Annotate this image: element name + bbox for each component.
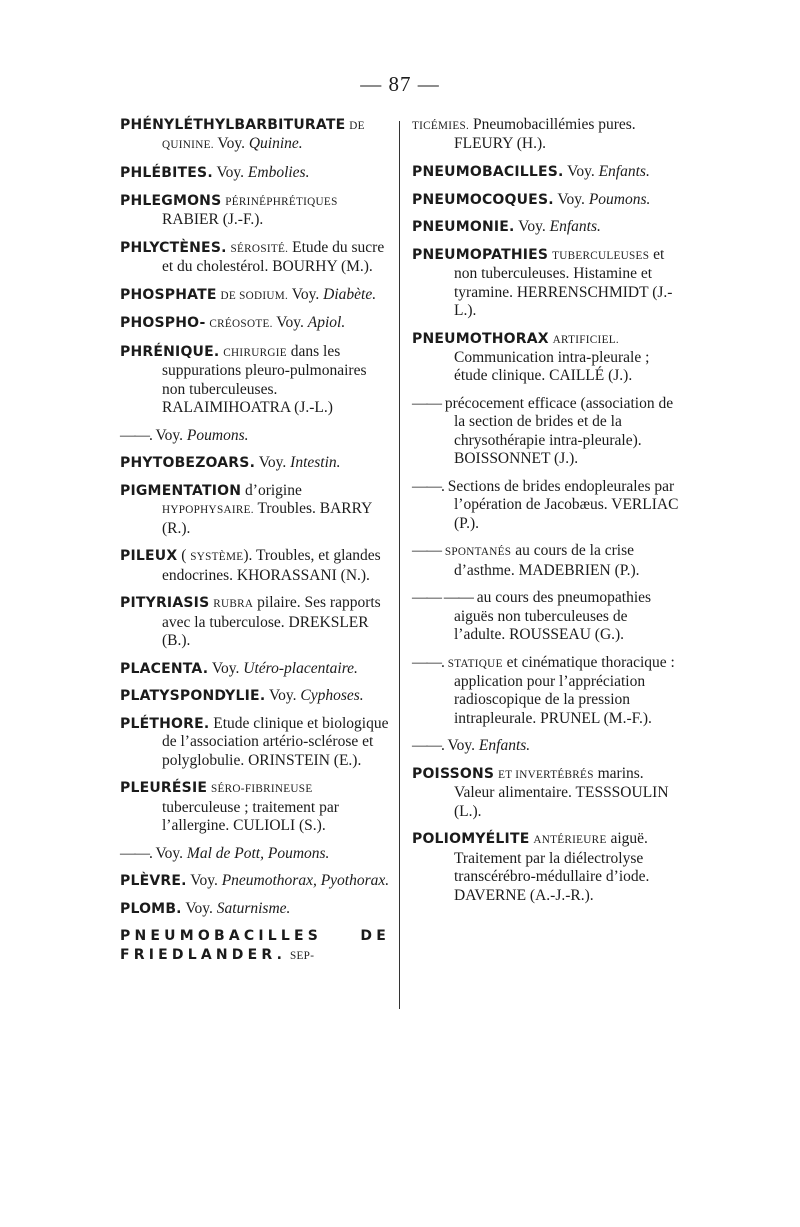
entry-headword: PHLEGMONS [120,192,222,209]
index-entry [412,737,680,755]
repeat-dash: —— [412,542,441,560]
entry-headword: PITYRIASIS [120,595,210,612]
entry-text: Voy. [212,164,248,181]
entry-headword: PHLYCTÈNES. [120,239,227,256]
entry-smallcaps: RUBRA [213,598,254,611]
index-entry [120,427,390,445]
entry-headword: PLOMB. [120,900,182,917]
entry-headword: PHRÉNIQUE. [120,343,220,360]
index-entry [412,163,680,181]
index-entry [120,900,390,918]
repeat-dash: —— —— [412,589,473,607]
entry-headword: PHOSPHO- [120,315,206,332]
index-entry [120,660,390,678]
entry-headword: PLACENTA. [120,660,209,677]
entry-headword: PLEURÉSIE [120,780,208,797]
entry-text: d’origine [241,481,302,499]
entry-text: au cours des pneumopathies aiguës non tuberculeuses de l’adulte. ROUSSEAU (G.). [454,589,652,644]
entry-crossref: Diabète. [323,285,377,303]
entry-text: Etude clinique et biologique de l’association artério-sclérose et polyglobulie. ORINSTEIN (E.). [162,714,389,769]
index-entry [120,314,390,333]
entry-headword: PLÈVRE. [120,873,187,890]
repeat-dash: —— [412,395,441,412]
entry-smallcaps: SEP- [290,949,315,962]
entry-smallcaps: SÉRO-FIBRINEUSE [211,783,313,796]
entry-smallcaps: CRÉOSOTE. [209,318,273,331]
entry-text: Voy. [563,163,599,180]
repeat-dash: ——. [120,426,152,444]
entry-crossref: Pneumothorax, Pyothorax. [221,872,390,890]
entry-crossref: Enfants. [598,163,650,180]
entry-headword: PHLÉBITES. [120,165,213,181]
repeat-dash: ——. [412,477,444,495]
entry-headword: PNEUMOBACILLES DE FRIEDLANDER. [120,928,390,963]
entry-headword: PNEUMOPATHIES [412,246,549,263]
index-entry [120,482,390,538]
index-entry [412,830,680,905]
entry-headword: POISSONS [412,766,495,783]
entry-headword: PLÉTHORE. [120,715,210,732]
repeat-dash: ——. [120,844,152,862]
index-entry [412,395,680,469]
index-entry [120,594,390,650]
entry-text: Voy. [443,737,479,755]
entry-headword: PNEUMOTHORAX [412,330,549,347]
entry-smallcaps: DE QUININE. [162,120,365,152]
entry-smallcaps: SYSTÈME [190,551,244,564]
index-entry [120,164,390,182]
entry-text: Voy. [208,659,244,677]
entry-headword: PNEUMONIE. [412,219,515,236]
entry-text: précocement efficace (association de la section de brides et de la chrysothérapie intra-pleurale). BOISSONNET (J.). [441,395,674,468]
entry-smallcaps: ARTIFICIEL. [552,333,619,346]
index-entry [412,116,680,154]
entry-smallcaps: ANTÉRIEURE [533,834,607,847]
entry-text: RABIER (J.-F.). [162,211,264,228]
repeat-dash: ——. [412,737,444,755]
entry-crossref: Poumons. [588,190,651,208]
column-divider [399,121,400,1009]
entry-crossref: Quinine. [248,135,303,153]
entry-headword: PNEUMOCOQUES. [412,191,554,208]
right-column [412,116,680,914]
entry-text: marins. Valeur alimentaire. TESSSOULIN (L.). [454,765,669,820]
entry-smallcaps: TICÉMIES. [412,120,470,132]
entry-text: Sections de brides endopleurales par l’opération de Jacobæus. VERLIAC (P.). [443,477,679,532]
entry-text: Voy. [213,135,249,153]
entry-text: Voy. [514,218,550,236]
entry-text: Voy. [272,314,308,332]
entry-smallcaps: DE SODIUM. [220,289,289,302]
entry-headword: PHOSPHATE [120,286,217,303]
entry-crossref: Utéro-placentaire. [243,659,358,677]
entry-headword: POLIOMYÉLITE [412,831,530,848]
index-entry [120,454,390,472]
entry-headword: PIGMENTATION [120,482,242,499]
index-entry [120,116,390,155]
index-entry [120,715,390,770]
index-entry [120,927,390,965]
index-entry [412,654,680,729]
index-entry [120,845,390,863]
entry-headword: PILEUX [120,548,178,565]
entry-crossref: Saturnisme. [216,899,291,917]
entry-text: et cinématique thoracique : application pour l’appréciation radioscopique de la pression intrapleurale. PRUNEL (M.-F.). [454,653,675,727]
entry-text: tuberculeuse ; traitement par l’allergine. CULIOLI (S.). [162,798,339,834]
entry-crossref: Apiol. [307,314,346,332]
page-number: — 87 — [360,72,440,96]
entry-headword: PHYTOBEZOARS. [120,455,256,472]
entry-text: Voy. [151,426,187,444]
entry-text: ). Troubles, et glandes endocrines. KHORASSANI (N.). [162,547,381,584]
entry-smallcaps: PÉRINÉPHRÉTIQUES [225,195,338,208]
index-entry [120,872,390,890]
entry-smallcaps: TUBERCULEUSES [552,249,650,262]
entry-text: pilaire. Ses rapports avec la tuberculose. DREKSLER (B.). [162,594,381,649]
index-entry [120,547,390,585]
index-entry [412,542,680,580]
entry-text: ( [177,547,187,565]
index-entry [412,330,680,386]
entry-smallcaps: CHIRURGIE [223,346,287,359]
index-entry [412,218,680,236]
entry-smallcaps: ET INVERTÉBRÉS [498,769,594,782]
entry-text: Voy. [265,687,301,705]
entry-crossref: Embolies. [247,164,310,181]
entry-text: Voy. [151,844,187,862]
index-entry [120,286,390,305]
entry-crossref: Enfants. [478,737,531,755]
entry-text: Voy. [255,454,291,472]
index-entry [412,589,680,644]
left-column [120,116,390,974]
entry-text: Troubles. BARRY (R.). [162,500,372,537]
entry-text: Voy. [186,872,222,890]
entry-text: Pneumobacillémies pures. FLEURY (H.). [454,116,636,153]
index-entry [412,191,680,209]
entry-text: au cours de la crise d’asthme. MADEBRIEN (P.). [454,542,640,579]
index-entry [412,765,680,821]
index-entry [120,192,390,230]
entry-smallcaps: HYPOPHYSAIRE. [162,504,254,517]
entry-headword: PHÉNYLÉTHYLBARBITURATE [120,117,346,133]
index-entry [120,779,390,835]
entry-crossref: Mal de Pott, Poumons. [186,844,330,862]
index-entry [120,687,390,705]
repeat-dash: ——. [412,653,444,671]
index-entry [412,246,680,321]
entry-smallcaps: SÉROSITÉ. [230,242,289,255]
index-entry [412,478,680,533]
entry-headword: PNEUMOBACILLES. [412,164,564,180]
index-entry [120,239,390,277]
entry-text: Voy. [553,190,589,208]
entry-headword: PLATYSPONDYLIE. [120,688,266,705]
index-entry [120,343,390,418]
entry-text: aiguë. Traitement par la diélectrolyse transcérébro-médullaire d’iode. DAVERNE (A.-J.-R.). [454,830,650,904]
entry-text: et non tuberculeuses. Histamine et tyramine. HERRENSCHMIDT (J.-L.). [454,245,673,319]
entry-crossref: Enfants. [549,218,601,236]
entry-text: Communication intra-pleurale ; étude clinique. CAILLÉ (J.). [454,349,650,385]
entry-smallcaps: SPONTANÉS [444,546,512,559]
entry-crossref: Cyphoses. [300,687,364,705]
entry-text: Voy. [288,285,324,303]
entry-text: dans les suppurations pleuro-pulmonaires non tuberculeuses. RALAIMIHOATRA (J.-L.) [162,342,367,416]
entry-text: Voy. [181,899,217,917]
entry-smallcaps: STATIQUE [447,657,503,670]
entry-crossref: Poumons. [186,426,249,444]
entry-crossref: Intestin. [290,454,341,472]
entry-text: Etude du sucre et du cholestérol. BOURHY (M.). [162,238,385,275]
